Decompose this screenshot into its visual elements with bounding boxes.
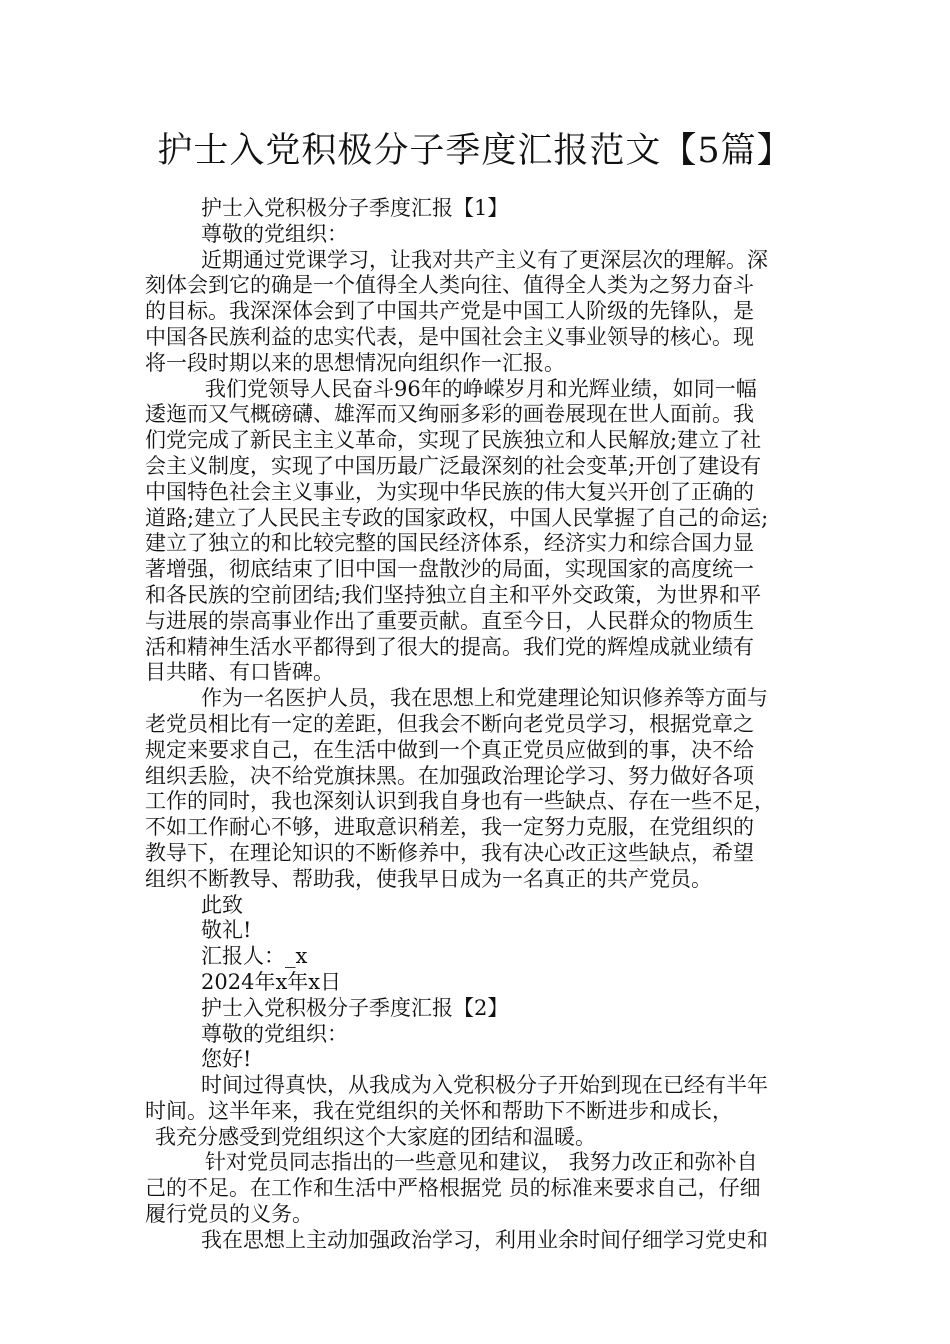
- text-line: 目共睹、有口皆碑。: [145, 660, 334, 685]
- text-line: 此致: [201, 892, 243, 917]
- text-line: 刻体会到它的确是一个值得全人类向往、值得全人类为之努力奋斗: [145, 273, 754, 298]
- text-line: 著增强，彻底结束了旧中国一盘散沙的局面，实现国家的高度统一: [145, 557, 754, 582]
- text-line: 道路;建立了人民民主专政的国家政权，中国人民掌握了自己的命运;: [145, 505, 769, 530]
- text-line: 时间过得真快，从我成为入党积极分子开始到现在已经有半年: [201, 1073, 768, 1098]
- text-line: 将一段时期以来的思想情况向组织作一汇报。: [145, 350, 565, 375]
- text-line: 会主义制度，实现了中国历最广泛最深刻的社会变革;开创了建设有: [145, 453, 762, 478]
- text-line: 护士入党积极分子季度汇报【1】: [201, 196, 509, 220]
- text-line: 时间。这半年来，我在党组织的关怀和帮助下不断进步和成长，: [145, 1098, 733, 1123]
- text-line: 我们党领导人民奋斗96年的峥嵘岁月和光辉业绩，如同一幅: [205, 376, 757, 401]
- text-line: 教导下，在理论知识的不断修养中，我有决心改正这些缺点，希望: [145, 840, 754, 865]
- text-line: 尊敬的党组织：: [201, 1021, 348, 1046]
- text-line: 汇报人：_x: [201, 944, 308, 969]
- text-line: 规定来要求自己，在生活中做到一个真正党员应做到的事，决不给: [145, 737, 754, 762]
- text-line: 建立了独立的和比较完整的国民经济体系，经济实力和综合国力显: [145, 531, 754, 556]
- text-line: 2024年x年x日: [201, 969, 342, 994]
- text-line: 中国各民族利益的忠实代表，是中国社会主义事业领导的核心。现: [145, 324, 754, 349]
- text-line: 活和精神生活水平都得到了很大的提高。我们党的辉煌成就业绩有: [145, 634, 754, 659]
- text-line: 护士入党积极分子季度汇报【2】: [201, 995, 509, 1020]
- text-line: 组织不断教导、帮助我，使我早日成为一名真正的共产党员。: [145, 866, 712, 891]
- text-line: 履行党员的义务。: [145, 1202, 313, 1227]
- text-line: 中国特色社会主义事业，为实现中华民族的伟大复兴开创了正确的: [145, 479, 754, 504]
- text-line: 的目标。我深深体会到了中国共产党是中国工人阶级的先锋队，是: [145, 299, 754, 324]
- text-line: 逶迤而又气概磅礴、雄浑而又绚丽多彩的画卷展现在世人面前。我: [145, 402, 754, 427]
- text-line: 我在思想上主动加强政治学习，利用业余时间仔细学习党史和: [201, 1227, 768, 1252]
- text-line: 与进展的崇高事业作出了重要贡献。直至今日，人民群众的物质生: [145, 608, 754, 633]
- document-title: 护士入党积极分子季度汇报范文【5篇】: [157, 131, 793, 171]
- text-line: 组织丢脸，决不给党旗抹黑。在加强政治理论学习、努力做好各项: [145, 763, 754, 788]
- text-line: 您好!: [201, 1047, 252, 1072]
- text-line: 尊敬的党组织：: [201, 221, 348, 246]
- text-line: 近期通过党课学习，让我对共产主义有了更深层次的理解。深: [201, 247, 768, 272]
- document-body: [145, 196, 817, 1254]
- text-line: 和各民族的空前团结;我们坚持独立自主和平外交政策，为世界和平: [145, 582, 762, 607]
- text-line: 作为一名医护人员，我在思想上和党建理论知识修养等方面与: [201, 686, 768, 711]
- text-line: 不如工作耐心不够，进取意识稍差，我一定努力克服，在党组织的: [145, 815, 754, 840]
- text-line: 己的不足。在工作和生活中严格根据党 员的标准来要求自己，仔细: [145, 1176, 761, 1201]
- text-line: 我充分感受到党组织这个大家庭的团结和温暖。: [155, 1124, 596, 1149]
- text-line: 针对党员同志指出的一些意见和建议， 我努力改正和弥补自: [205, 1150, 758, 1175]
- text-line: 老党员相比有一定的差距，但我会不断向老党员学习，根据党章之: [145, 711, 754, 736]
- text-line: 们党完成了新民主主义革命，实现了民族独立和人民解放;建立了社: [145, 428, 762, 453]
- text-line: 工作的同时，我也深刻认识到我自身也有一些缺点、存在一些不足，: [145, 789, 775, 814]
- text-line: 敬礼!: [201, 918, 252, 943]
